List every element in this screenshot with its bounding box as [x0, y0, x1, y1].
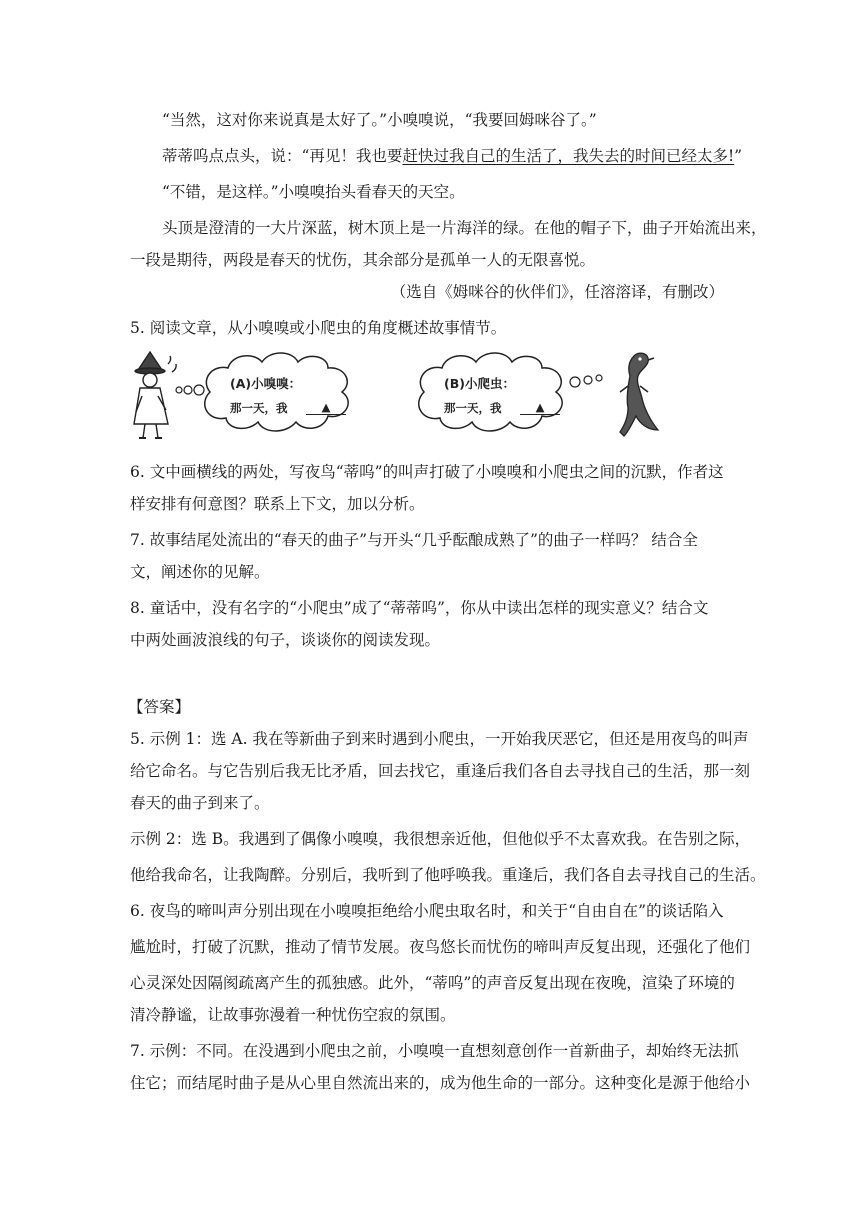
bubble-b-answer-blank: ▲: [520, 400, 560, 415]
answer-5-example-1-line-3: 春天的曲子到来了。: [130, 794, 270, 812]
bubble-b-label: (B)小爬虫：: [444, 376, 515, 391]
answer-6-line-4: 清冷静谧，让故事弥漫着一种忧伤空寂的氛围。: [130, 1006, 456, 1024]
little-creep-figure: [620, 353, 658, 436]
question-7-line-2: 文，阐述你的见解。: [130, 563, 270, 581]
answer-6-line-2: 尴尬时，打破了沉默，推动了情节发展。夜鸟悠长而忧伤的啼叫声反复出现，还强化了他们: [130, 938, 751, 956]
answer-6-line-3: 心灵深处因隔阂疏离产生的孤独感。此外，“蒂呜”的声音反复出现在夜晚，渲染了环境的: [130, 974, 735, 992]
answer-7-line-1: 7. 示例：不同。在没遇到小爬虫之前，小嗅嗅一直想刻意创作一首新曲子，却始终无法抓: [130, 1042, 739, 1060]
question-7-line-1: 7. 故事结尾处流出的“春天的曲子”与开头“几乎酝酿成熟了”的曲子一样吗？ 结合全: [130, 531, 698, 549]
question-8-line-2: 中两处画波浪线的句子，谈谈你的阅读发现。: [130, 631, 441, 649]
answer-5-example-2-line-1: 示例 2：选 B。我遇到了偶像小嗅嗅，我很想亲近他，但他似乎不太喜欢我。在告别之际，: [130, 830, 751, 848]
thought-dot: [194, 385, 204, 395]
question-5: 5. 阅读文章，从小嗅嗅或小爬虫的角度概述故事情节。: [130, 319, 507, 337]
answer-5-example-2-line-2: 他给我命名，让我陶醉。分别后，我听到了他呼唤我。重逢后，我们各自去寻找自己的生活。: [130, 866, 766, 884]
passage-line-2-post: ”: [734, 147, 743, 165]
figure-illustration: [128, 346, 688, 446]
thought-cloud-a: [205, 353, 348, 431]
bubble-b-prompt: 那一天，我: [444, 401, 502, 415]
bubble-a-answer-blank: ▲: [306, 400, 346, 415]
thought-dot: [176, 387, 182, 393]
answer-heading: 【答案】: [128, 698, 191, 716]
thought-dot: [570, 377, 580, 387]
answer-5-example-1-line-2: 给它命名。与它告别后我无比矛盾，回去找它，重逢后我们各自去寻找自己的生活，那一刻: [130, 762, 751, 780]
passage-line-1: “当然，这对你来说真是太好了。”小嗅嗅说，“我要回姆咪谷了。”: [162, 111, 597, 129]
thought-cloud-b: [419, 353, 562, 431]
passage-line-4: 头顶是澄清的一大片深蓝，树木顶上是一片海洋的绿。在他的帽子下，曲子开始流出来，: [162, 219, 767, 237]
passage-line-2-pre: 蒂蒂呜点点头，说：“再见！我也要: [162, 147, 403, 165]
question-8-line-1: 8. 童话中，没有名字的“小爬虫”成了“蒂蒂呜”，你从中读出怎样的现实意义？结合文: [130, 599, 709, 617]
answer-7-line-2: 住它；而结尾时曲子是从心里自然流出来的，成为他生命的一部分。这种变化是源于他给小: [130, 1074, 751, 1092]
question-6-line-1: 6. 文中画横线的两处，写夜鸟“蒂呜”的叫声打破了小嗅嗅和小爬虫之间的沉默，作者这: [130, 463, 724, 481]
thought-dot: [596, 375, 602, 381]
snufkin-figure: [134, 352, 176, 438]
passage-line-3: “不错，是这样。”小嗅嗅抬头看春天的天空。: [162, 183, 465, 201]
question-6-line-2: 样安排有何意图？联系上下文，加以分析。: [130, 495, 425, 513]
answer-6-line-1: 6. 夜鸟的啼叫声分别出现在小嗅嗅拒绝给小爬虫取名时，和关于“自由自在”的谈话陷入: [130, 902, 724, 920]
answer-5-example-1-line-1: 5. 示例 1：选 A. 我在等新曲子到来时遇到小爬虫，一开始我厌恶它，但还是用夜鸟的叫声: [130, 730, 749, 748]
bubble-a-prompt: 那一天，我: [230, 401, 288, 415]
passage-source: （选自《姆咪谷的伙伴们》，任溶溶译，有删改）: [390, 283, 724, 301]
thought-dot: [584, 376, 592, 384]
bubble-a-label: (A)小嗅嗅：: [230, 376, 302, 391]
thought-bubble-figure: [128, 346, 688, 446]
passage-line-5: 一段是期待，两段是春天的忧伤，其余部分是孤单一人的无限喜悦。: [130, 251, 596, 269]
underlined-sentence: 赶快过我自己的生活了，我失去的时间已经太多!: [402, 147, 735, 165]
thought-dot: [184, 386, 192, 394]
passage-line-2: [162, 146, 742, 166]
